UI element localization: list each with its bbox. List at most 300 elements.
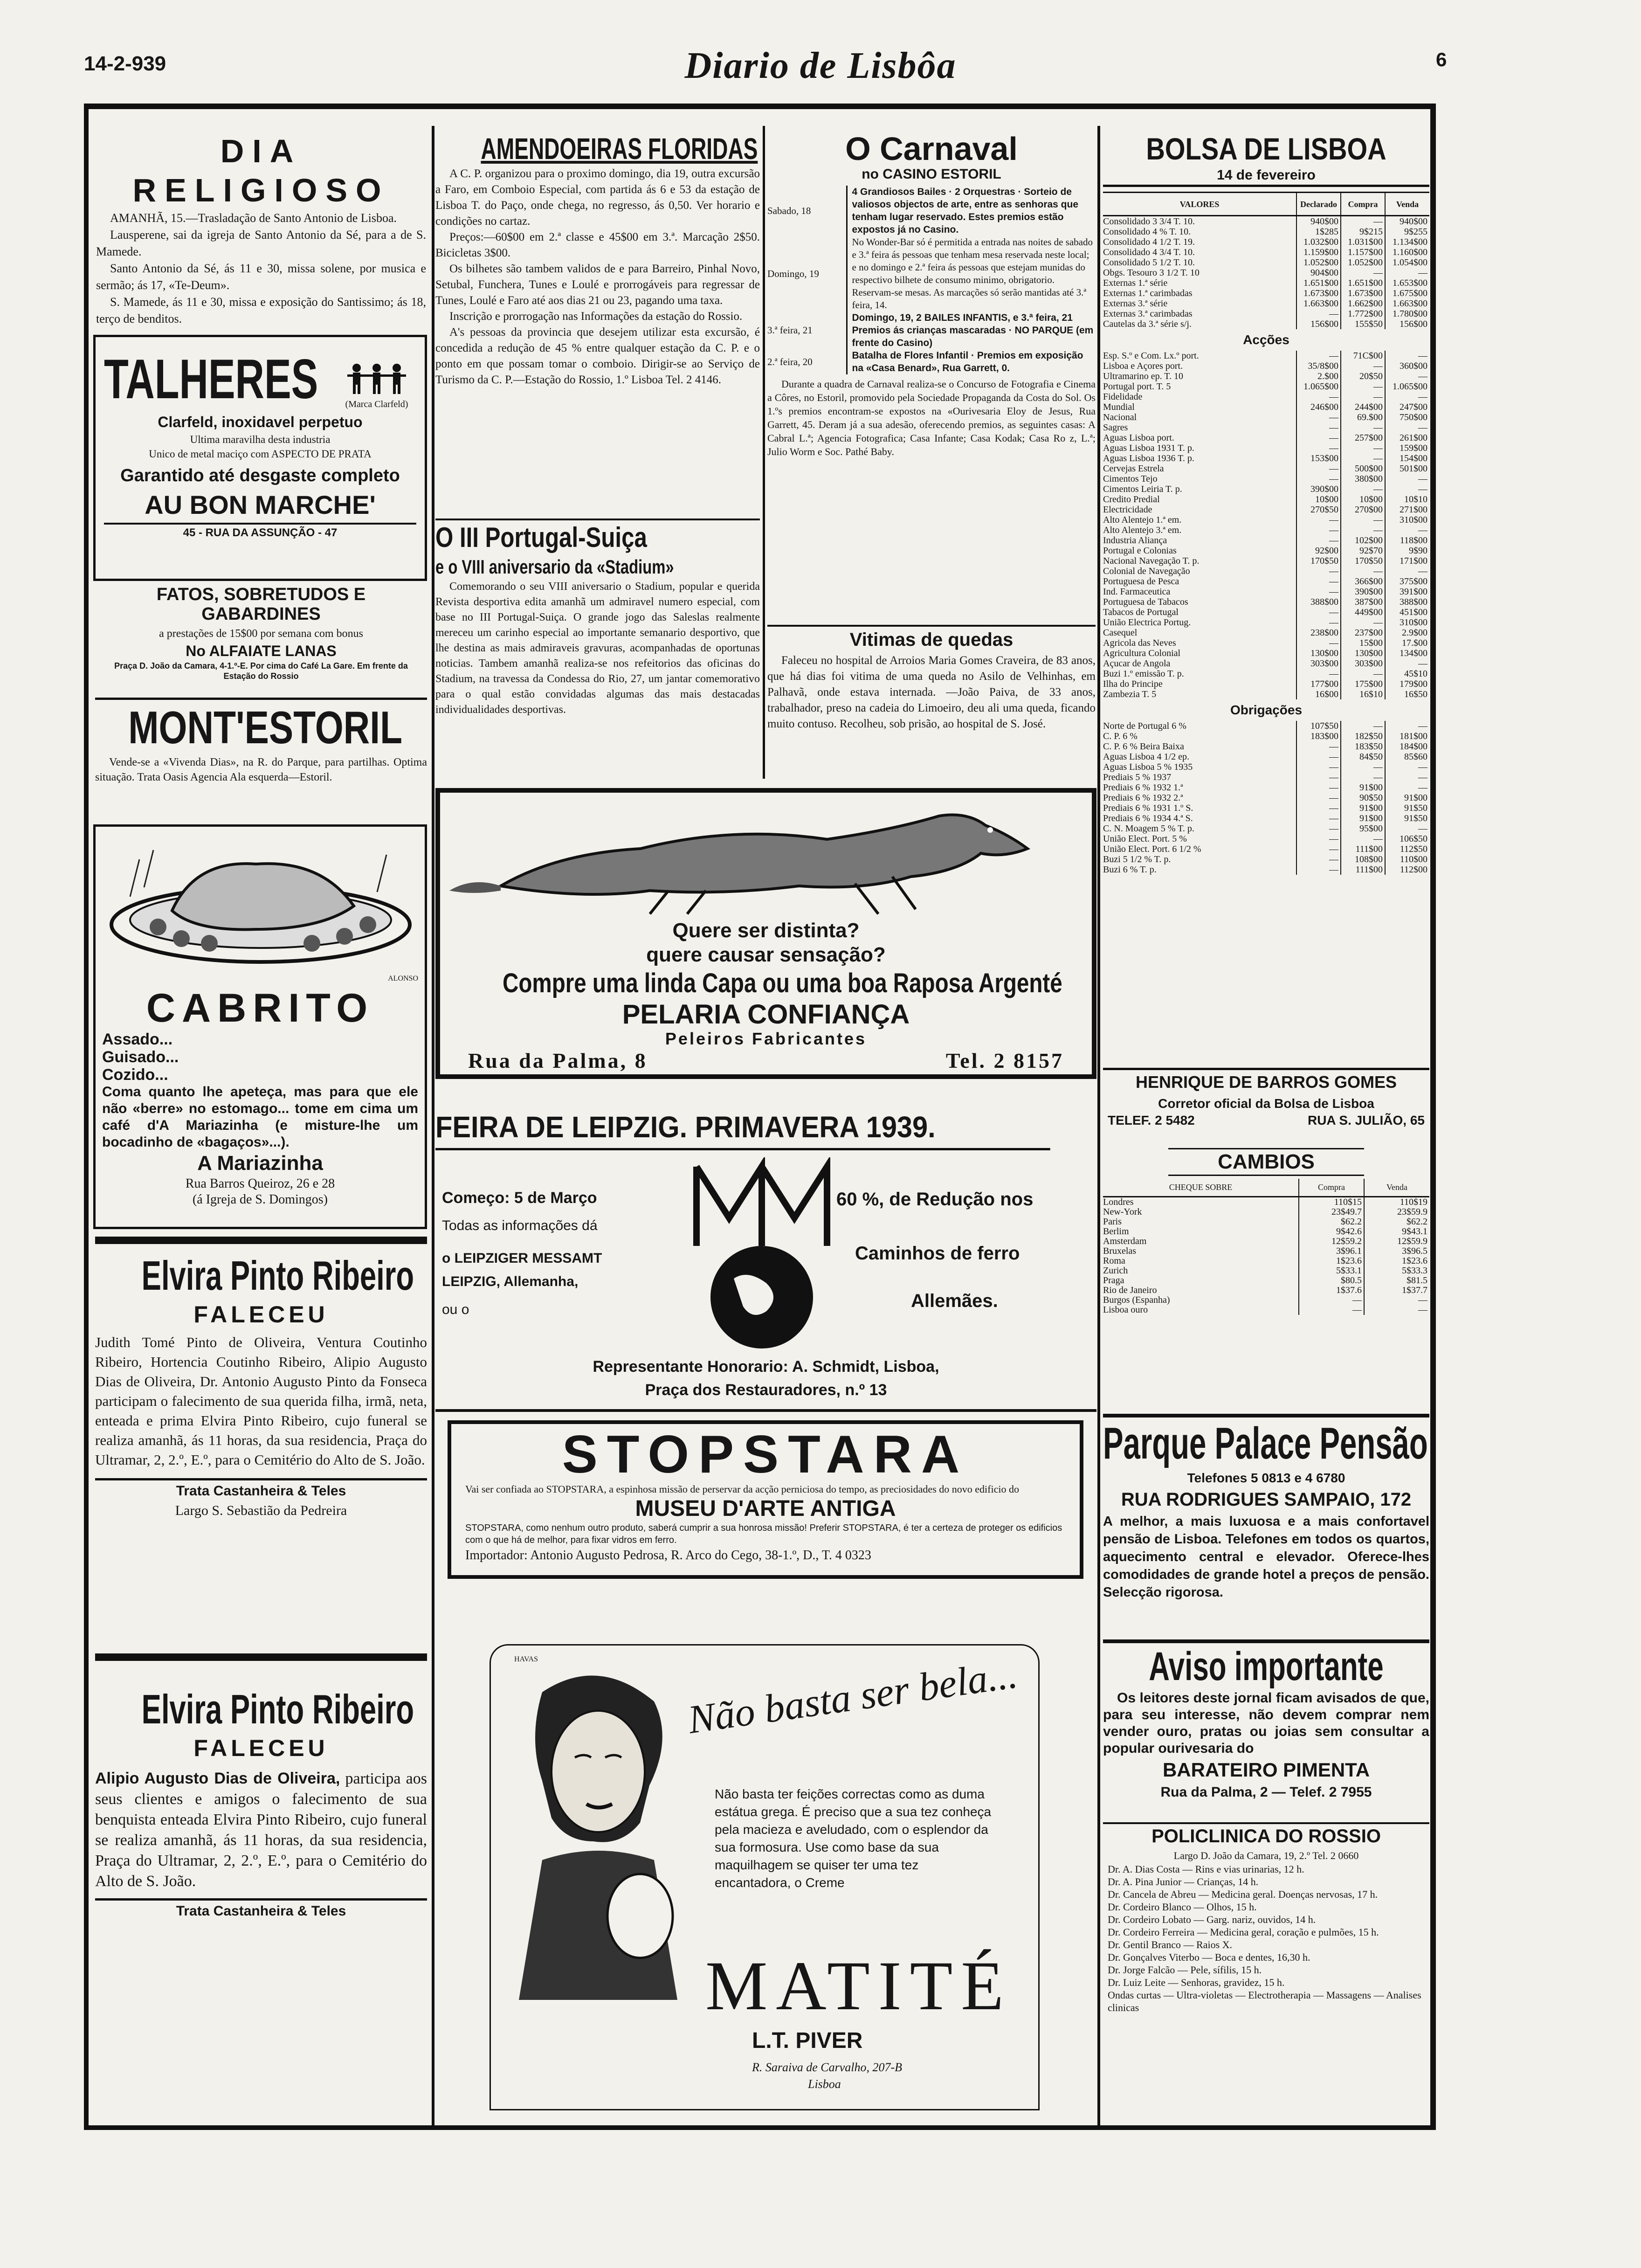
bolsa-row — [1103, 361, 1429, 371]
bolsa-row-label: Credito Predial — [1103, 494, 1296, 505]
leipzig-allemaes: Allemães. — [911, 1291, 998, 1311]
left-rule — [84, 104, 89, 2130]
obit1-name: Elvira Pinto Ribeiro — [141, 1252, 414, 1299]
portugal-suica-subtitle: e o VIII aniversario da «Stadium» — [435, 556, 674, 578]
bolsa-row-label: Industria Aliança — [1103, 535, 1296, 546]
fatos-title: FATOS, SOBRETUDOS E GABARDINES — [156, 585, 366, 624]
bolsa-row-value: — — [1296, 433, 1341, 443]
talheres-line2: Ultima maravilha desta industria — [190, 434, 331, 445]
portugal-suica-title: O III Portugal-Suiça — [435, 522, 647, 553]
bolsa-row-value: — — [1341, 566, 1385, 576]
bolsa-row-label: Externas 1.ª série — [1103, 278, 1296, 288]
cambios-row-value: 3$96.5 — [1402, 1245, 1427, 1256]
bolsa-row-value: 91$00 — [1341, 803, 1385, 813]
bolsa-row-value: 71C$00 — [1341, 351, 1385, 361]
cambios-row — [1103, 1237, 1429, 1246]
bolsa-row-value: 111$00 — [1341, 864, 1385, 875]
matite-ad — [490, 1644, 1040, 2110]
bolsa-row-value: 85$60 — [1404, 752, 1427, 762]
bolsa-row-value: — — [1296, 576, 1341, 587]
bolsa-row-value: 110$00 — [1400, 854, 1427, 864]
bolsa-row-value: — — [1296, 351, 1341, 361]
obit2-trata: Trata Castanheira & Teles — [176, 1903, 346, 1919]
cambios-row-label: Berlim — [1103, 1227, 1299, 1237]
bolsa-row-value: 1.675$00 — [1393, 288, 1427, 298]
leipzig-caminhos: Caminhos de ferro — [855, 1243, 1020, 1264]
bolsa-row-value: 380$00 — [1341, 474, 1385, 484]
carnaval-event: Batalha de Flores Infantil · Premios em exposição na «Casa Benard», Rua Garrett, 0. — [852, 350, 1083, 373]
bolsa-row-label: Consolidado 4 3/4 T. 10. — [1103, 247, 1296, 257]
bolsa-row — [1103, 237, 1429, 247]
bolsa-row-value: — — [1418, 721, 1427, 731]
bolsa-row-value: 388$00 — [1400, 597, 1427, 607]
bolsa-row — [1103, 494, 1429, 505]
bolsa-row-value: 91$00 — [1341, 813, 1385, 823]
obit2-lead: Alipio Augusto Dias de Oliveira, — [95, 1770, 340, 1787]
bolsa-row-value: 183$00 — [1296, 731, 1341, 741]
right-rule — [1430, 104, 1436, 2130]
bolsa — [1103, 131, 1429, 1055]
bolsa-row-label: Aguas Lisboa port. — [1103, 433, 1296, 443]
barros-gomes-tel: TELEF. 2 5482 — [1108, 1113, 1195, 1127]
stopstara-ad — [448, 1420, 1083, 1579]
cambios-row-value: 1$23.6 — [1299, 1256, 1364, 1266]
bolsa-row-value: — — [1418, 474, 1427, 484]
amendoeiras-title: AMENDOEIRAS FLORIDAS — [481, 132, 758, 166]
bolsa-row-value: — — [1296, 741, 1341, 752]
bolsa-row-value: — — [1296, 566, 1341, 576]
bolsa-row-value: 175$00 — [1341, 679, 1385, 689]
cambios-row — [1103, 1276, 1429, 1286]
bolsa-row-value: 92$00 — [1296, 546, 1341, 556]
bolsa-row-label: Consolidado 5 1/2 T. 10. — [1103, 257, 1296, 268]
bolsa-row — [1103, 443, 1429, 453]
bolsa-row — [1103, 319, 1429, 329]
cabrito-signature: ALONSO — [388, 975, 418, 982]
bolsa-row-label: Esp. S.º e Com. Lx.º port. — [1103, 351, 1296, 361]
matite-agency: HAVAS — [514, 1655, 538, 1663]
bolsa-row-value: 91$00 — [1341, 782, 1385, 793]
bolsa-row — [1103, 278, 1429, 288]
bolsa-row-value: 45$10 — [1404, 669, 1427, 679]
bolsa-row-label: Buzi 5 1/2 % T. p. — [1103, 854, 1296, 864]
bolsa-row-value: 244$00 — [1341, 402, 1385, 412]
bolsa-row — [1103, 309, 1429, 319]
aviso-addr: Rua da Palma, 2 — Telef. 2 7955 — [1160, 1784, 1372, 1800]
bolsa-row-value: 904$00 — [1296, 268, 1341, 278]
bolsa-row-value: 10$10 — [1404, 494, 1427, 505]
bolsa-row-label: Lisboa e Açores port. — [1103, 361, 1296, 371]
portugal-suica — [435, 519, 760, 780]
bolsa-row — [1103, 741, 1429, 752]
bolsa-row-value: 500$00 — [1341, 463, 1385, 474]
bolsa-row-value: 238$00 — [1296, 628, 1341, 638]
aviso-title: Aviso importante — [1149, 1644, 1384, 1689]
bolsa-row-value: 1.134$00 — [1393, 237, 1427, 247]
raposa-line2: quere causar sensação? — [646, 943, 886, 966]
bolsa-row-label: União Electrica Portug. — [1103, 617, 1296, 628]
fox-fur-illustration — [445, 797, 1088, 919]
cambios-row — [1103, 1295, 1429, 1305]
parque-rua: RUA RODRIGUES SAMPAIO, 172 — [1121, 1489, 1412, 1510]
leipzig-ou: ou o — [442, 1302, 469, 1317]
bolsa-table — [1103, 192, 1429, 875]
bolsa-row-value: 91$50 — [1404, 803, 1427, 813]
bolsa-row-value: — — [1418, 392, 1427, 402]
bolsa-row — [1103, 505, 1429, 515]
bolsa-row-value: 156$00 — [1400, 319, 1427, 329]
bolsa-row-value: — — [1341, 422, 1385, 433]
montestoril-title: MONT'ESTORIL — [128, 702, 402, 753]
matite-maker: L.T. PIVER — [752, 2028, 863, 2053]
bolsa-row-value: 130$00 — [1341, 648, 1385, 658]
bolsa-row — [1103, 351, 1429, 361]
bolsa-row — [1103, 257, 1429, 268]
stopstara-line2: STOPSTARA, como nenhum outro produto, saberá cumprir a sua honrosa missão! Preferir STOPSTARA, é ter a certeza de proteger os edificios com o que há de melhor, para fixar vidros em ferro. — [465, 1523, 1062, 1545]
bolsa-row-label: Consolidado 4 % T. 10. — [1103, 227, 1296, 237]
bolsa-row — [1103, 803, 1429, 813]
bolsa-row — [1103, 433, 1429, 443]
bolsa-row-value: 257$00 — [1341, 433, 1385, 443]
bolsa-row-value: — — [1296, 638, 1341, 648]
barros-gomes-name: HENRIQUE DE BARROS GOMES — [1135, 1072, 1397, 1092]
bolsa-row-value: 170$50 — [1296, 556, 1341, 566]
bolsa-row-value: 155$50 — [1341, 319, 1385, 329]
bolsa-row-label: Ind. Farmaceutica — [1103, 587, 1296, 597]
raposa-line5: Peleiros Fabricantes — [665, 1029, 867, 1048]
bolsa-row-value: — — [1341, 484, 1385, 494]
bolsa-row-value: — — [1296, 669, 1341, 679]
bolsa-row-value: — — [1341, 381, 1385, 392]
bolsa-row-value: 1.157$00 — [1341, 247, 1385, 257]
bolsa-row — [1103, 689, 1429, 699]
bolsa-row-value: 112$00 — [1400, 864, 1427, 875]
cambios-row — [1103, 1256, 1429, 1266]
bolsa-row — [1103, 453, 1429, 463]
policlinica-item: Dr. Cordeiro Ferreira — Medicina geral, coração e pulmões, 15 h. — [1108, 1926, 1379, 1938]
raposa-line3: Compre uma linda Capa ou uma boa Raposa Argenté — [503, 968, 1062, 998]
carnaval-row — [767, 186, 1096, 236]
cambios-row-label: Burgos (Espanha) — [1103, 1295, 1299, 1305]
policlinica-item: Dr. Gonçalves Viterbo — Boca e dentes, 16,30 h. — [1108, 1951, 1310, 1963]
bolsa-row-label: Aguas Lisboa 4 1/2 ep. — [1103, 752, 1296, 762]
cambios-row-value: 1$23.6 — [1402, 1255, 1427, 1266]
bolsa-row-value: — — [1296, 535, 1341, 546]
cabrito-title: CABRITO — [146, 986, 374, 1030]
bolsa-row-value: — — [1296, 607, 1341, 617]
carnaval-text: Durante a quadra de Carnaval realiza-se o Concurso de Fotografia e Cinema a Côres, no Estoril, promovido pela Sociedade Propaganda da Costa do Sol. Os 1.ºs premios encontram-se expostos na «Ourivesaria Eloy de Jesus, Rua Garrett, 45. Deram já a sua adesão, oferecendo premios, as seguintes casas: A Cabral L.ª; Agencia Fotografica; Casa Infante; Casa Kodak; Casa Ro z, L.ª; Julio Worm e Soc. Pathé Baby. — [767, 378, 1096, 457]
bolsa-row-label: Buzi 1.º emissão T. p. — [1103, 669, 1296, 679]
obit1-trata-addr: Largo S. Sebastião da Pedreira — [175, 1503, 347, 1518]
bolsa-row-value: — — [1341, 834, 1385, 844]
bolsa-row-value: 1$285 — [1296, 227, 1341, 237]
bolsa-row-value: 159$00 — [1400, 443, 1427, 453]
cabrito-addr1: Rua Barros Queiroz, 26 e 28 — [185, 1176, 335, 1191]
bolsa-row-value: 183$50 — [1341, 741, 1385, 752]
cambios-row — [1103, 1305, 1429, 1315]
bolsa-row-value: — — [1296, 844, 1341, 854]
bolsa-row-label: Alto Alentejo 1.ª em. — [1103, 515, 1296, 525]
bolsa-row-value: 17.$00 — [1402, 638, 1427, 648]
cambios-row-value: 3$96.1 — [1299, 1246, 1364, 1256]
montestoril-text: Vende-se a «Vivenda Dias», na R. do Parque, para partilhas. Optima situação. Trata Oasis Agencia Ala esquerda—Estoril. — [95, 756, 427, 783]
bolsa-row-value: 130$00 — [1296, 648, 1341, 658]
bottom-rule — [84, 2125, 1436, 2130]
parque-ad — [1103, 1414, 1429, 1638]
bolsa-row-value: 310$00 — [1400, 617, 1427, 628]
woman-portrait-illustration — [500, 1664, 696, 2000]
bolsa-row-value: 153$00 — [1296, 453, 1341, 463]
bolsa-row-value: — — [1296, 515, 1341, 525]
bolsa-row-value: 90$50 — [1341, 793, 1385, 803]
cambios-row-value: $62.2 — [1299, 1217, 1364, 1227]
bolsa-row-value: — — [1418, 422, 1427, 433]
bolsa-row — [1103, 515, 1429, 525]
bolsa-row — [1103, 782, 1429, 793]
bolsa-row-value: 271$00 — [1400, 505, 1427, 515]
cambios-row-value: 12$59.9 — [1397, 1236, 1427, 1246]
carnaval — [767, 131, 1096, 635]
cambios-row — [1103, 1196, 1429, 1207]
bolsa-row-value: — — [1341, 515, 1385, 525]
cambios-row-label: Rio de Janeiro — [1103, 1286, 1299, 1295]
carnaval-event: No Wonder-Bar só é permitida a entrada nas noites de sabado e 3.ª feira ás pessoas que tenham mesa reservada neste local; e no domingo e 2.ª feira ás pessoas que estejam munidas do respectivo bilhete de consumo minimo, obrigatorio. Reservam-se mesas. As marcações só serão mantidas até 3.ª feira, 14. — [852, 236, 1093, 311]
bolsa-row — [1103, 844, 1429, 854]
bolsa-row-value: 16$50 — [1404, 689, 1427, 699]
bolsa-row-value: — — [1341, 762, 1385, 772]
fatos-line2: No ALFAIATE LANAS — [186, 643, 337, 659]
bolsa-row — [1103, 216, 1429, 227]
aviso-name: BARATEIRO PIMENTA — [1162, 1759, 1370, 1781]
bolsa-row-value: 1.662$00 — [1341, 298, 1385, 309]
bolsa-row — [1103, 679, 1429, 689]
parque-text: A melhor, a mais luxuosa e a mais confortavel pensão de Lisboa. Telefones em todos os quartos, aquecimento central e elevador. Oferece-lhes comodidades de grande hotel a preços de pensão. Selecção rigorosa. — [1103, 1514, 1429, 1600]
policlinica-item: Dr. A. Dias Costa — Rins e vias urinarias, 12 h. — [1108, 1863, 1304, 1875]
roast-goat-dish-illustration — [102, 831, 419, 971]
bolsa-row-label: C. N. Moagem 5 % T. p. — [1103, 823, 1296, 834]
dia-religioso-title: DIA RELIGIOSO — [132, 133, 390, 208]
bolsa-row — [1103, 762, 1429, 772]
barros-gomes — [1103, 1068, 1429, 1152]
bolsa-row — [1103, 288, 1429, 298]
people-logo-icon — [346, 362, 407, 395]
bolsa-row — [1103, 813, 1429, 823]
bolsa-row-value: 107$50 — [1296, 721, 1341, 731]
bolsa-row-value: — — [1341, 525, 1385, 535]
bolsa-row-label: Cimentos Leiria T. p. — [1103, 484, 1296, 494]
amendoeiras-p3: Os bilhetes são tambem validos de e para Barreiro, Pinhal Novo, Setubal, Funchera, Tunes e Loulé e prorrogáveis para regressar de Tunes, Loulé e Faro até aos dias 21 ou 23, pagando uma taxa. — [435, 263, 760, 307]
amendoeiras-p1: A C. P. organizou para o proximo domingo, dia 19, outra excursão a Faro, em Comboio Especial, com partida ás 6 e 53 da estação de Lisboa T. do Paço, onde chega, no regresso, ás 0,50. Ver horario e condições no cartaz. — [435, 167, 760, 228]
cambios-row-value: — — [1299, 1305, 1364, 1315]
bolsa-row — [1103, 617, 1429, 628]
cambios-row — [1103, 1207, 1429, 1217]
bolsa-row-value: 1.065$00 — [1393, 381, 1427, 392]
bolsa-row-label: Aguas Lisboa 1936 T. p. — [1103, 453, 1296, 463]
bolsa-row-value: — — [1296, 752, 1341, 762]
barros-gomes-rua: RUA S. JULIÃO, 65 — [1307, 1113, 1425, 1127]
talheres-brand: (Marca Clarfeld) — [345, 399, 408, 409]
bolsa-row — [1103, 227, 1429, 237]
bolsa-row-value: — — [1296, 782, 1341, 793]
bolsa-row-value: 1.663$00 — [1393, 298, 1427, 309]
bolsa-row-value: — — [1296, 443, 1341, 453]
cambios-row-label: Amsterdam — [1103, 1237, 1299, 1246]
bolsa-row-value: 177$00 — [1296, 679, 1341, 689]
fatos-line3: Praça D. João da Camara, 4-1.º-E. Por cima do Café La Gare. Em frente da Estação do Rossio — [114, 661, 408, 681]
bolsa-row-value: 501$00 — [1400, 463, 1427, 474]
bolsa-row — [1103, 823, 1429, 834]
bolsa-row-value: 10$00 — [1341, 494, 1385, 505]
bolsa-row-value: 360$00 — [1400, 361, 1427, 371]
bolsa-row-label: Externas 3.ª carimbadas — [1103, 309, 1296, 319]
stopstara-importador: Importador: Antonio Augusto Pedrosa, R. Arco do Cego, 38-1.º, D., T. 4 0323 — [465, 1548, 871, 1563]
policlinica-list — [1103, 1863, 1429, 2014]
bolsa-row-label: Tabacos de Portugal — [1103, 607, 1296, 617]
bolsa-row-label: Zambezia T. 5 — [1103, 689, 1296, 699]
bolsa-row-value: 940$00 — [1400, 216, 1427, 227]
policlinica-addr: Largo D. João da Camara, 19, 2.º Tel. 2 0660 — [1173, 1850, 1359, 1861]
portugal-suica-text: Comemorando o seu VIII aniversario o Stadium, popular e querida Revista desportiva edita amanhã um admiravel numero especial, com base no III Portugal-Suiça. O grande jogo das Saleslas realmente mereceu um carinho especial ao importante semanario desportivo, que lhe destina as mais admiraveis gravuras, acompanhadas de oportunas noticias. Tambem amanhã realiza-se nos refeitorios das oficinas do Stadium, na travessa da Condessa do Rio, 27, um jantar comemorativo para o qual estão convidadas algumas das mais destacadas individualidades desportivas. — [435, 581, 760, 716]
bolsa-row-label: Cautelas da 3.ª série s/j. — [1103, 319, 1296, 329]
amendoeiras — [435, 131, 760, 523]
bolsa-row-value: 366$00 — [1341, 576, 1385, 587]
bolsa-row-value: 181$00 — [1400, 731, 1427, 741]
bolsa-row-value: 387$00 — [1341, 597, 1385, 607]
cambios-row — [1103, 1217, 1429, 1227]
bolsa-row-label: Prediais 6 % 1934 4.ª S. — [1103, 813, 1296, 823]
bolsa-row-value: 390$00 — [1296, 484, 1341, 494]
dia-religioso-p3: Santo Antonio da Sé, ás 11 e 30, missa solene, por musica e sermão; ás 17, «Te-Deum». — [96, 262, 426, 292]
bolsa-row-value: 261$00 — [1400, 433, 1427, 443]
obituary-1 — [95, 1237, 427, 1652]
bolsa-row — [1103, 484, 1429, 494]
bolsa-row-value: 15$00 — [1341, 638, 1385, 648]
bolsa-row — [1103, 731, 1429, 741]
bolsa-row-label: Cervejas Estrela — [1103, 463, 1296, 474]
cambios-row-label: Bruxelas — [1103, 1246, 1299, 1256]
bolsa-row — [1103, 669, 1429, 679]
leipzig-rep: Representante Honorario: A. Schmidt, Lisboa, — [593, 1358, 939, 1376]
cambios-col-cheque: CHEQUE SOBRE — [1103, 1179, 1299, 1196]
raposa-line4: PELARIA CONFIANÇA — [622, 999, 910, 1030]
bolsa-row — [1103, 854, 1429, 864]
bolsa-row-value: 1.651$00 — [1296, 278, 1341, 288]
bolsa-row-label: Alto Alentejo 3.ª em. — [1103, 525, 1296, 535]
bolsa-row-value: — — [1296, 463, 1341, 474]
talheres-title: TALHERES — [104, 348, 318, 410]
bolsa-row-label: Norte de Portugal 6 % — [1103, 721, 1296, 731]
carnaval-row — [767, 349, 1096, 374]
bolsa-row — [1103, 268, 1429, 278]
bolsa-row-value: — — [1418, 268, 1427, 278]
cambios-row-value: $81.5 — [1407, 1275, 1427, 1286]
carnaval-day: Sabado, 18 — [767, 186, 847, 236]
bolsa-row-value: 750$00 — [1400, 412, 1427, 422]
bolsa-row-value: 156$00 — [1296, 319, 1341, 329]
aviso-text: Os leitores deste jornal ficam avisados de que, para seu interesse, não devem comprar nem vender ouro, pratas ou joias sem consultar a popular ourivesaria do — [1103, 1690, 1429, 1756]
bolsa-row — [1103, 752, 1429, 762]
bolsa-row — [1103, 566, 1429, 576]
bolsa-row-value: — — [1418, 525, 1427, 535]
bolsa-row-value: 84$50 — [1341, 752, 1385, 762]
parque-title: Parque Palace Pensão — [1103, 1418, 1428, 1468]
bolsa-row-value: 1.780$00 — [1393, 309, 1427, 319]
bolsa-row-value: 303$00 — [1296, 658, 1341, 669]
bolsa-row-label: Externas 3.ª série — [1103, 298, 1296, 309]
bolsa-row-label: Prediais 6 % 1932 2.ª — [1103, 793, 1296, 803]
bolsa-row-value: 1.160$00 — [1393, 247, 1427, 257]
bolsa-row-value: — — [1296, 392, 1341, 402]
leipzig-reducao: 60 %, de Redução nos — [836, 1189, 1034, 1210]
col-rule-3 — [1097, 126, 1100, 2125]
policlinica-item: Dr. Cordeiro Lobato — Garg. nariz, ouvidos, 14 h. — [1108, 1914, 1316, 1925]
bolsa-row-value: 940$00 — [1296, 216, 1341, 227]
fatos-line1: a prestações de 15$00 por semana com bonus — [159, 628, 363, 640]
bolsa-row-value: 108$00 — [1341, 854, 1385, 864]
cambios-row-label: Lisboa ouro — [1103, 1305, 1299, 1315]
obit1-label: FALECEU — [193, 1301, 329, 1328]
cambios-row — [1103, 1246, 1429, 1256]
bolsa-row-value: — — [1418, 823, 1427, 834]
bolsa-row-label: Sagres — [1103, 422, 1296, 433]
bolsa-row — [1103, 638, 1429, 648]
bolsa-row-value: 449$00 — [1341, 607, 1385, 617]
bolsa-row — [1103, 535, 1429, 546]
bolsa-col-valores: VALORES — [1103, 193, 1296, 216]
bolsa-row-value: 1.065$00 — [1296, 381, 1341, 392]
bolsa-row-value: 1.772$00 — [1341, 309, 1385, 319]
cabrito-name: A Mariazinha — [197, 1152, 323, 1175]
bolsa-row — [1103, 576, 1429, 587]
page-number: 6 — [1436, 48, 1447, 70]
bolsa-row-value: 16$10 — [1341, 689, 1385, 699]
bolsa-row-value: 91$00 — [1404, 793, 1427, 803]
bolsa-row-value: — — [1296, 834, 1341, 844]
parque-tels: Telefones 5 0813 e 4 6780 — [1187, 1471, 1345, 1485]
bolsa-row-value: 171$00 — [1400, 556, 1427, 566]
cambios-row-label: Zurich — [1103, 1266, 1299, 1276]
dia-religioso-p2: Lausperene, sai da igreja de Santo Antonio da Sé, para a de S. Mamede. — [96, 228, 426, 258]
vitimas-title: Vitimas de quedas — [849, 629, 1014, 650]
bolsa-row-label: Ilha do Principe — [1103, 679, 1296, 689]
cambios-row-value: — — [1418, 1304, 1427, 1315]
bolsa-row-label: C. P. 6 % Beira Baixa — [1103, 741, 1296, 752]
bolsa-row — [1103, 772, 1429, 782]
cambios-col-venda: Venda — [1364, 1179, 1429, 1196]
cabrito-addr2: (á Igreja de S. Domingos) — [192, 1192, 328, 1207]
cambios-row-value: 5$33.1 — [1299, 1266, 1364, 1276]
raposa-line1: Quere ser distinta? — [672, 919, 860, 942]
carnaval-title: O Carnaval — [845, 131, 1018, 167]
bolsa-row-value: 1.054$00 — [1393, 257, 1427, 268]
bolsa-row-value: — — [1418, 782, 1427, 793]
bolsa-row-value: — — [1341, 268, 1385, 278]
bolsa-row-value: 246$00 — [1296, 402, 1341, 412]
cambios-row — [1103, 1286, 1429, 1295]
bolsa-row — [1103, 597, 1429, 607]
cabrito-item-1: Assado... — [102, 1030, 173, 1048]
bolsa-row — [1103, 648, 1429, 658]
barros-gomes-role: Corretor oficial da Bolsa de Lisboa — [1158, 1096, 1374, 1111]
bolsa-row-value: 247$00 — [1400, 402, 1427, 412]
carnaval-day: 3.ª feira, 21 — [767, 311, 847, 349]
bolsa-row-value: 1.663$00 — [1296, 298, 1341, 309]
cambios-title: CAMBIOS — [1168, 1148, 1364, 1176]
bolsa-row-value: 310$00 — [1400, 515, 1427, 525]
bolsa-row-value: — — [1418, 566, 1427, 576]
cambios-row-value: — — [1418, 1294, 1427, 1305]
bolsa-row-value: — — [1296, 864, 1341, 875]
